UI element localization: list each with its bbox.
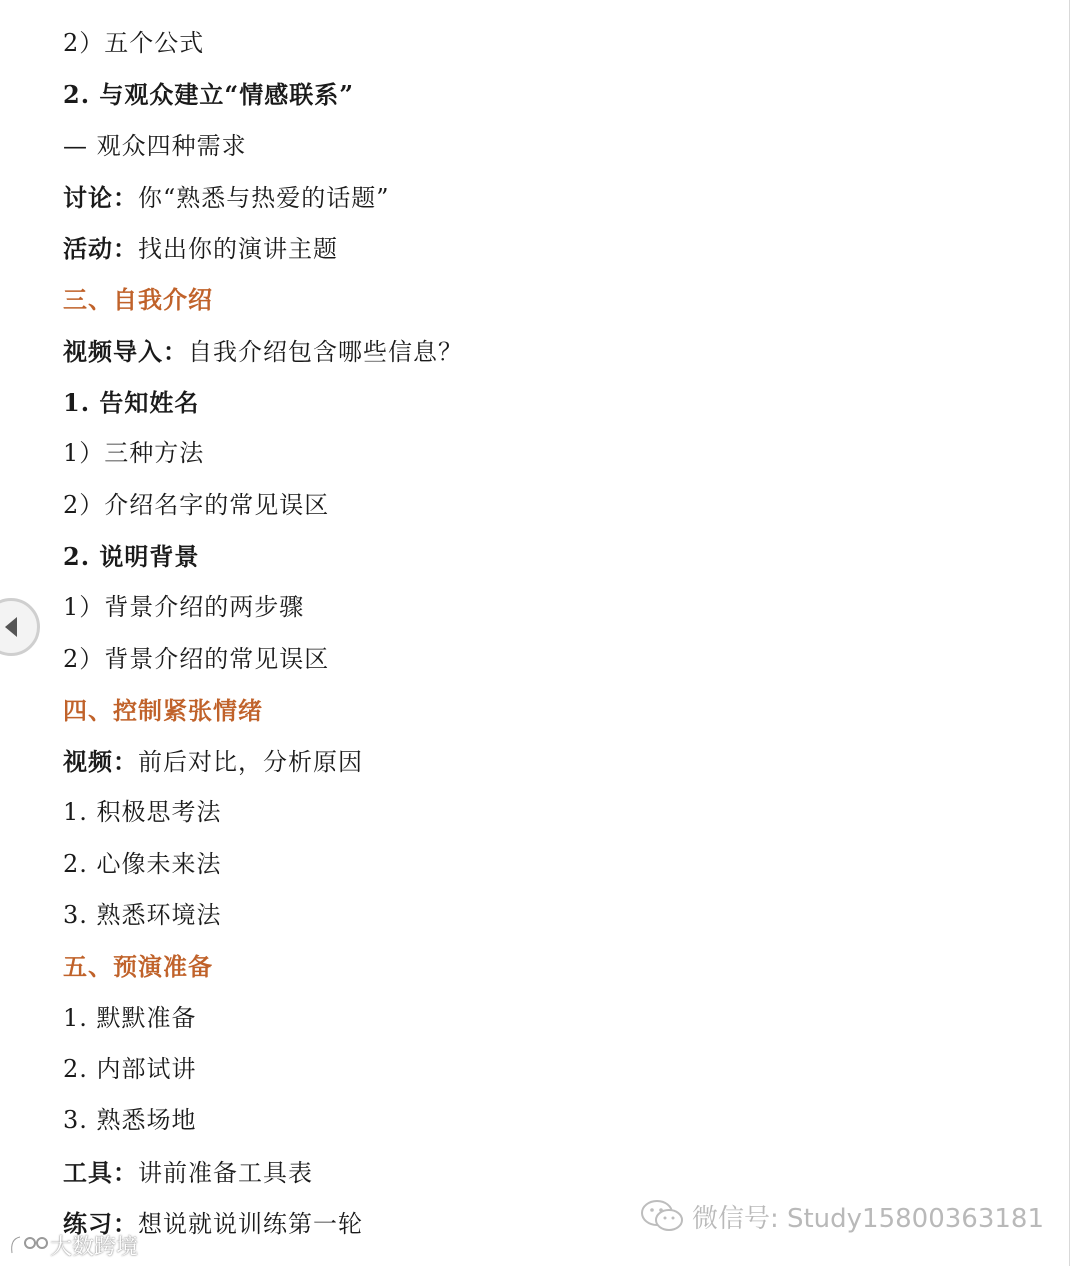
line-text: 自我介绍包含哪些信息？ [188,337,463,366]
text-line [63,1147,1060,1198]
line-text: 1）三种方法 [63,439,205,468]
text-line [63,172,1060,223]
text-line [63,480,1060,531]
chevron-left-icon [3,616,19,638]
text-line [63,223,1060,274]
text-line [63,634,1060,685]
line-text: 1. 告知姓名 [63,388,200,418]
text-line [63,69,1060,120]
line-label: 视频： [63,747,138,777]
line-text: 找出你的演讲主题 [138,235,338,264]
wechat-watermark [640,1196,1044,1236]
section-heading [63,685,1060,736]
text-line [63,582,1060,633]
line-text: 想说就说训练第一轮 [138,1209,363,1238]
text-line [63,1095,1060,1146]
text-line [63,1044,1060,1095]
text-line [63,428,1060,479]
line-text: 1. 积极思考法 [63,798,222,827]
text-line [63,377,1060,428]
line-label: 工具： [63,1157,138,1187]
line-label: 讨论： [63,182,138,212]
text-line [63,993,1060,1044]
text-line [63,531,1060,582]
section-heading [63,941,1060,992]
line-label: 视频导入： [63,336,188,366]
line-text: 前后对比，分析原因 [138,748,363,777]
text-line [63,787,1060,838]
line-text: 你“熟悉与热爱的话题” [138,183,390,212]
text-line [63,890,1060,941]
text-line [63,839,1060,890]
page-right-border [1069,0,1070,1266]
line-text: 2. 心像未来法 [63,849,222,878]
line-text: 四、控制紧张情绪 [63,695,263,725]
corner-logo-text: 大数跨境 [50,1234,139,1260]
text-line [63,121,1060,172]
prev-page-button[interactable] [0,598,40,656]
line-text: 3. 熟悉场地 [63,1106,197,1135]
line-text: 3. 熟悉环境法 [63,901,222,930]
line-text: 三、自我介绍 [63,285,213,315]
line-label: 活动： [63,234,138,264]
logo-mark-icon [8,1233,50,1257]
line-text: — 观众四种需求 [63,131,247,160]
line-text: 2）介绍名字的常见误区 [63,490,330,519]
watermark-text: 微信号: Study15800363181 [691,1203,1044,1234]
line-text: 1）背景介绍的两步骤 [63,593,305,622]
line-text: 2. 内部试讲 [63,1054,197,1083]
line-label: 练习： [63,1208,138,1238]
line-text: 2）背景介绍的常见误区 [63,644,330,673]
line-text: 2. 与观众建立“情感联系” [63,80,355,110]
document-body [63,18,1060,1249]
text-line [63,18,1060,69]
line-text: 讲前准备工具表 [138,1158,313,1187]
text-line [63,736,1060,787]
corner-logo [8,1230,138,1260]
wechat-icon [640,1199,684,1233]
section-heading [63,274,1060,325]
line-text: 2）五个公式 [63,29,205,57]
line-text: 2. 说明背景 [63,541,200,571]
line-text: 五、预演准备 [63,952,213,982]
text-line [63,326,1060,377]
line-text: 1. 默默准备 [63,1003,197,1032]
